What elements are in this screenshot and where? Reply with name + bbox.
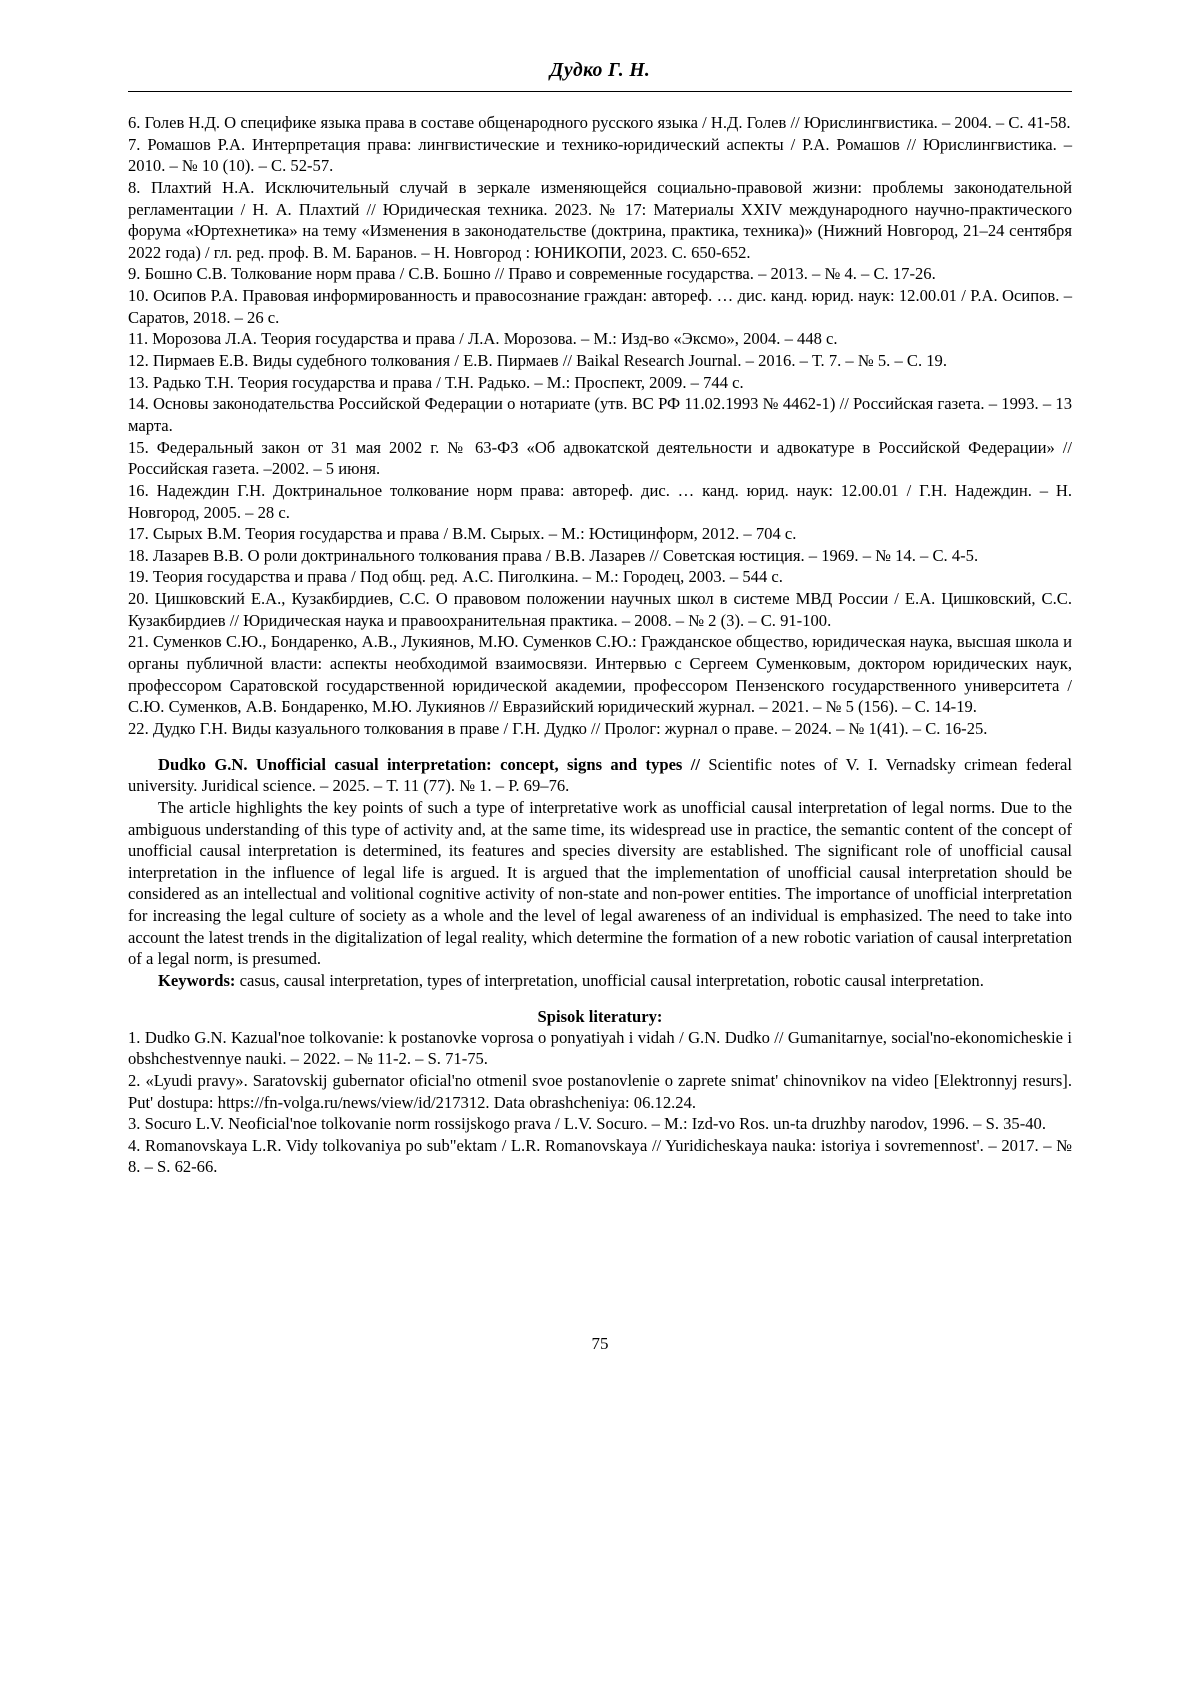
- reference-item: 17. Сырых В.М. Теория государства и права / В.М. Сырых. – М.: Юстицинформ, 2012. – 704 с.: [128, 524, 797, 544]
- keywords-text: casus, causal interpretation, types of interpretation, unofficial causal interpretation, robotic causal interpretation.: [235, 970, 984, 990]
- reference-item: 11. Морозова Л.А. Теория государства и права / Л.А. Морозова. – М.: Изд-во «Эксмо», 2004. – 448 с.: [128, 329, 838, 349]
- reference-item: 10. Осипов Р.А. Правовая информированность и правосознание граждан: автореф. … дис. канд. юрид. наук: 12.00.01 / Р.А. Осипов. – Саратов, 2018. – 26 с.: [128, 286, 1072, 327]
- reference-item: 20. Цишковский Е.А., Кузакбирдиев, С.С. О правовом положении научных школ в системе МВД России / Е.А. Цишковский, С.С. Кузакбирдиев // Юридическая наука и правоохранительная практика. – 2008. – № 2 (3). – С. 91-100.: [128, 589, 1072, 630]
- reference-item: 14. Основы законодательства Российской Федерации о нотариате (утв. ВС РФ 11.02.1993 № 4462-1) // Российская газета. – 1993. – 13 марта.: [128, 394, 1072, 435]
- english-summary: [128, 754, 1072, 992]
- english-citation-title: Dudko G.N. Unofficial casual interpretation: concept, signs and types //: [158, 754, 700, 774]
- reference-item: 18. Лазарев В.В. О роли доктринального толкования права / В.В. Лазарев // Советская юстиция. – 1969. – № 14. – С. 4-5.: [128, 545, 979, 565]
- english-citation: [128, 754, 1072, 797]
- spisok-item: 2. «Lyudi pravy». Saratovskij gubernator oficial'no otmenil svoe postanovlenie o zaprete snimat' chinovnikov na video [Elektronnyj resurs]. Put' dostupa: https://fn-volga.ru/news/view/id/217312. Data obrashcheniya: 06.12.24.: [128, 1070, 1072, 1112]
- reference-item: 8. Плахтий Н.А. Исключительный случай в зеркале изменяющейся социально-правовой жизни: проблемы законодательной регламентации / Н. А. Плахтий // Юридическая техника. 2023. № 17: Материалы XXIV международного научно-практического форума «Юртехнетика» на тему «Изменения в законодательстве (доктрина, практика, техника)» (Нижний Новгород, 21–24 сентября 2022 года) / гл. ред. проф. В. М. Баранов. – Н. Новгород : ЮНИКОПИ, 2023. С. 650-652.: [128, 177, 1072, 262]
- page-number: 75: [591, 1334, 609, 1353]
- header-rule: [128, 91, 1072, 92]
- reference-item: 9. Бошно С.В. Толкование норм права / С.В. Бошно // Право и современные государства. – 2013. – № 4. – С. 17-26.: [128, 264, 936, 284]
- reference-item: 21. Суменков С.Ю., Бондаренко, А.В., Лукиянов, М.Ю. Суменков С.Ю.: Гражданское общество, юридическая наука, высшая школа и органы публичной власти: аспекты необходимой взаимосвязи. Интервью с Сергеем Суменковым, доктором юридических наук, профессором Саратовской государственной юридической академии, профессором Пензенского государственного университета / С.Ю. Суменков, А.В. Бондаренко, М.Ю. Лукиянов // Евразийский юридический журнал. – 2021. – № 5 (156). – С. 14-19.: [128, 632, 1072, 717]
- references-list: [128, 112, 1072, 740]
- english-abstract: The article highlights the key points of such a type of interpretative work as unofficial causal interpretation of legal norms. Due to the ambiguous understanding of this type of activity and, at the same time, its widespread use in practice, the semantic content of the concept of unofficial causal interpretation is determined, its features and species diversity are established. The significant role of unofficial causal interpretation in the influence of legal life is argued. It is argued that the implementation of unofficial causal interpretation should be considered as an intellectual and volitional cognitive activity of non-state and non-power entities. The importance of unofficial interpretation for increasing the legal culture of society as a whole and the level of legal awareness of an individual is emphasized. The need to take into account the latest trends in the digitalization of legal reality, which determine the formation of a new robotic variation of causal interpretation of a legal norm, is presumed.: [128, 797, 1072, 969]
- spisok-literatury-list: [128, 1027, 1072, 1178]
- spisok-item: 1. Dudko G.N. Kazual'noe tolkovanie: k postanovke voprosa o ponyatiyah i vidah / G.N. Dudko // Gumanitarnye, social'no-ekonomicheskie i obshchestvennye nauki. – 2022. – № 11-2. – S. 71-75.: [128, 1027, 1072, 1069]
- reference-item: 7. Ромашов Р.А. Интерпретация права: лингвистические и технико-юридический аспекты / Р.А. Ромашов // Юрислингвистика. – 2010. – № 10 (10). – С. 52-57.: [128, 134, 1072, 176]
- running-head: Дудко Г. Н.: [549, 60, 651, 81]
- spisok-item: 4. Romanovskaya L.R. Vidy tolkovaniya po sub"ektam / L.R. Romanovskaya // Yuridicheskaya nauka: istoriya i sovremennost'. – 2017. – № 8. – S. 62-66.: [128, 1135, 1072, 1177]
- spisok-literatury-title: Spisok literatury:: [537, 1006, 663, 1026]
- reference-item: 15. Федеральный закон от 31 мая 2002 г. № 63-ФЗ «Об адвокатской деятельности и адвокатуре в Российской Федерации» // Российская газета. –2002. – 5 июня.: [128, 437, 1072, 479]
- reference-item: 19. Теория государства и права / Под общ. ред. А.С. Пиголкина. – М.: Городец, 2003. – 544 с.: [128, 567, 783, 587]
- reference-item: 13. Радько Т.Н. Теория государства и права / Т.Н. Радько. – М.: Проспект, 2009. – 744 с.: [128, 372, 744, 392]
- english-keywords: [128, 970, 1072, 992]
- reference-item: 12. Пирмаев Е.В. Виды судебного толкования / Е.В. Пирмаев // Baikal Research Journal. – 2016. – Т. 7. – № 5. – С. 19.: [128, 351, 947, 371]
- reference-item: 16. Надеждин Г.Н. Доктринальное толкование норм права: автореф. дис. … канд. юрид. наук: 12.00.01 / Г.Н. Надеждин. – Н. Новгород, 2005. – 28 с.: [128, 480, 1072, 522]
- reference-item: 22. Дудко Г.Н. Виды казуального толкования в праве / Г.Н. Дудко // Пролог: журнал о праве. – 2024. – № 1(41). – С. 16-25.: [128, 718, 988, 738]
- spisok-item: 3. Socuro L.V. Neoficial'noe tolkovanie norm rossijskogo prava / L.V. Socuro. – M.: Izd-vo Ros. un-ta druzhby narodov, 1996. – S. 35-40.: [128, 1114, 1046, 1134]
- english-citation-source: Scientific notes of V. I. Vernadsky crimean federal university. Juridical science. – 2025. – Т. 11 (77). № 1. – Р. 69–76.: [128, 754, 1072, 796]
- keywords-label: Keywords:: [158, 970, 236, 990]
- reference-item: 6. Голев Н.Д. О специфике языка права в составе общенародного русского языка / Н.Д. Голев // Юрислингвистика. – 2004. – С. 41-58.: [128, 113, 1071, 132]
